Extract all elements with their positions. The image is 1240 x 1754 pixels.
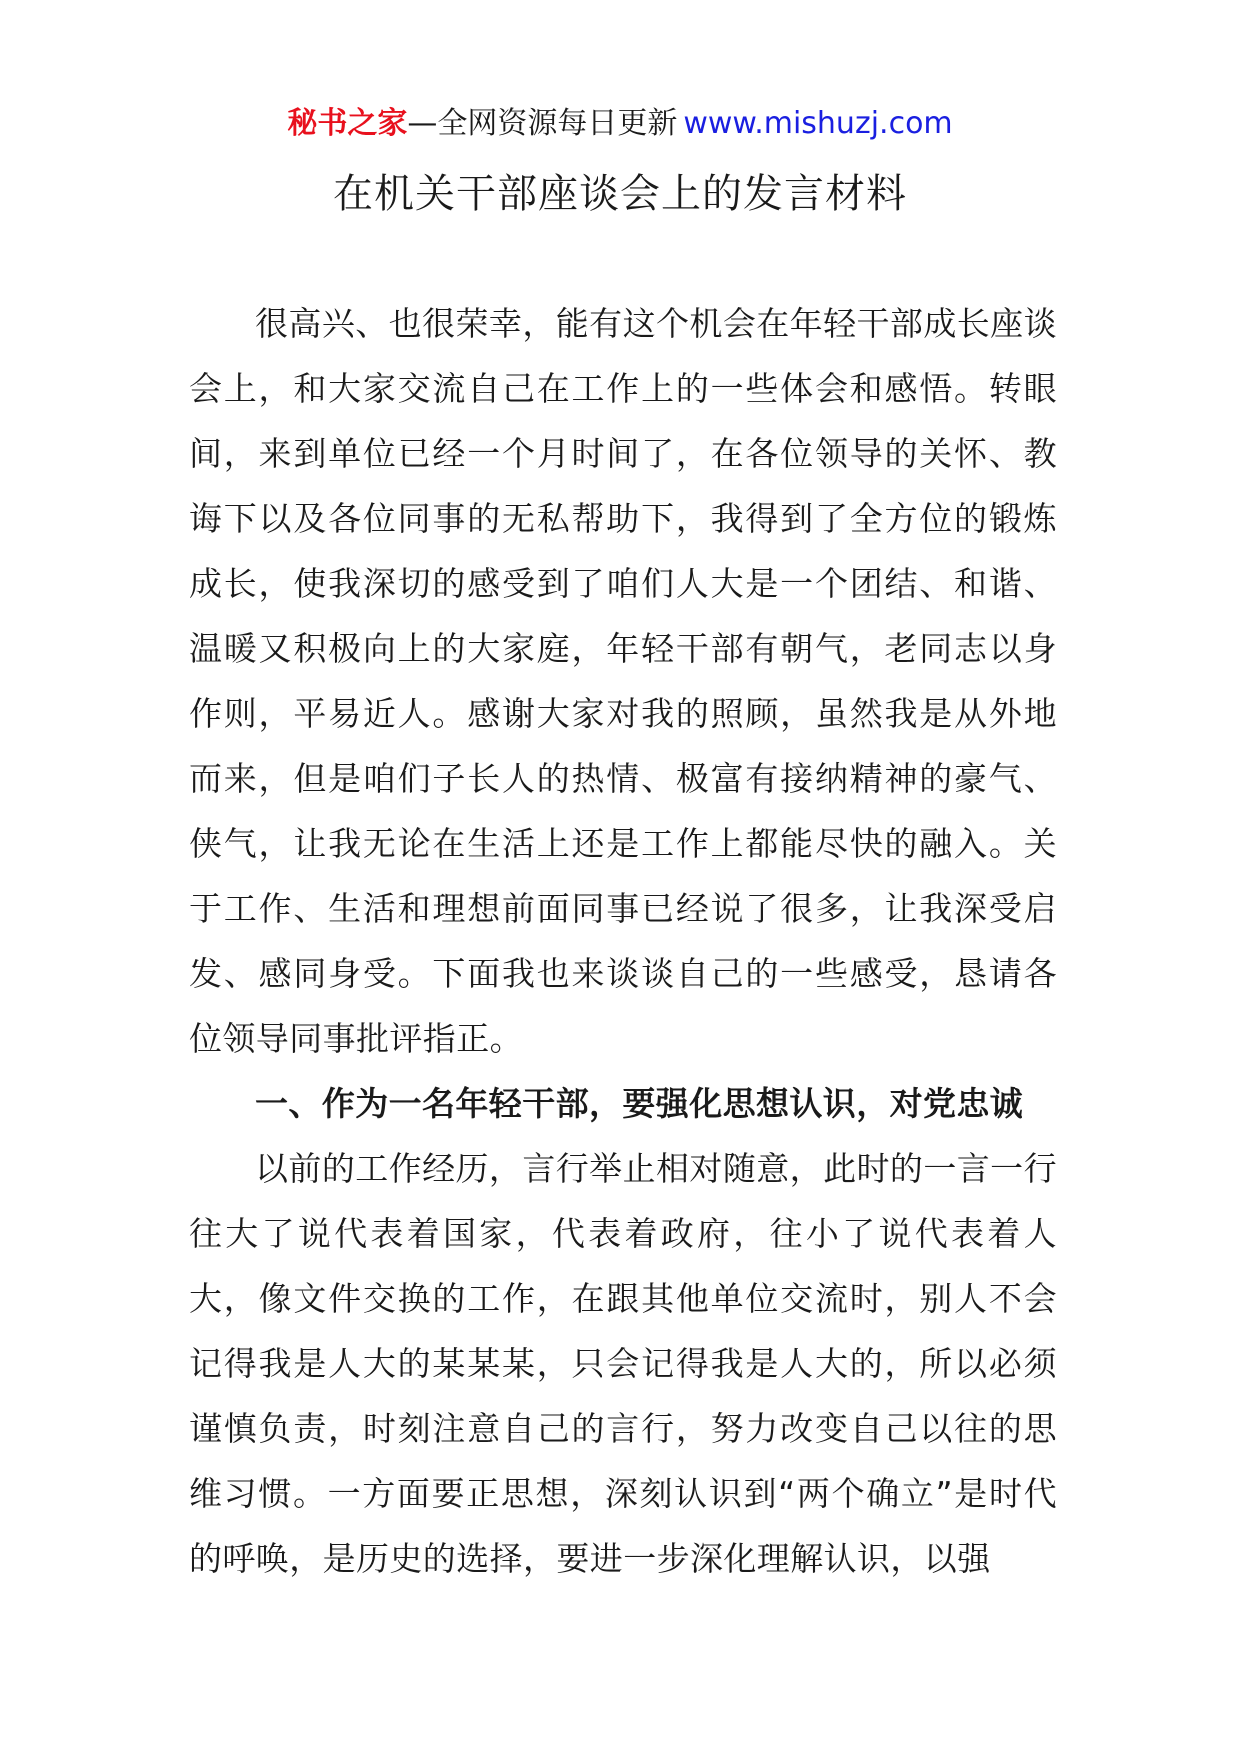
header-tagline: —全网资源每日更新 bbox=[407, 106, 678, 141]
brand-name: 秘书之家 bbox=[287, 106, 408, 141]
site-url-link[interactable]: www.mishuzj.com bbox=[683, 106, 953, 141]
section-1-paragraph: 以前的工作经历，言行举止相对随意，此时的一言一行往大了说代表着国家，代表着政府，往小了说代表着人大，像文件交换的工作，在跟其他单位交流时，别人不会记得我是人大的某某某，只会记得我是人大的，所以必须谨慎负责，时刻注意自己的言行，努力改变自己以往的思维习惯。一方面要正思想，深刻认识到“两个确立”是时代的呼唤，是历史的选择，要进一步深化理解认识，以强 bbox=[189, 1149, 1057, 1578]
document-body bbox=[189, 291, 1057, 1591]
section-1-heading: 一、作为一名年轻干部，要强化思想认识，对党忠诚 bbox=[255, 1084, 1024, 1123]
intro-paragraph: 很高兴、也很荣幸，能有这个机会在年轻干部成长座谈会上，和大家交流自己在工作上的一些体会和感悟。转眼间，来到单位已经一个月时间了，在各位领导的关怀、教诲下以及各位同事的无私帮助下，我得到了全方位的锻炼成长，使我深切的感受到了咱们人大是一个团结、和谐、温暖又积极向上的大家庭，年轻干部有朝气，老同志以身作则，平易近人。感谢大家对我的照顾，虽然我是从外地而来，但是咱们子长人的热情、极富有接纳精神的豪气、侠气，让我无论在生活上还是工作上都能尽快的融入。关于工作、生活和理想前面同事已经说了很多，让我深受启发、感同身受。下面我也来谈谈自己的一些感受，恳请各位领导同事批评指正。 bbox=[189, 304, 1057, 1058]
document-title: 在机关干部座谈会上的发言材料 bbox=[333, 171, 907, 217]
site-header bbox=[0, 102, 1240, 146]
